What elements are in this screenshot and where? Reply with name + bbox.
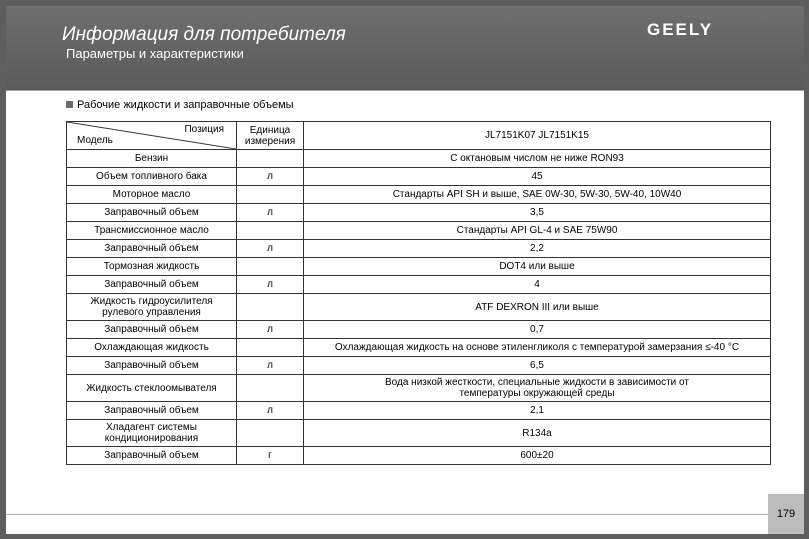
row-value-cell: 3,5: [304, 204, 771, 222]
row-item-cell: Охлаждающая жидкость: [67, 339, 237, 357]
page-number: 179: [768, 494, 804, 534]
table-row: [67, 447, 771, 465]
row-unit-cell: л: [237, 276, 304, 294]
row-item-cell: Заправочный объем: [67, 357, 237, 375]
header-divider: [6, 90, 804, 91]
row-unit-cell: л: [237, 204, 304, 222]
row-unit-cell: [237, 186, 304, 204]
row-unit-cell: [237, 258, 304, 276]
row-value-cell: 45: [304, 168, 771, 186]
header-unit-label: Единица измерения: [237, 122, 304, 150]
row-unit-cell: [237, 222, 304, 240]
row-value-cell: 6,5: [304, 357, 771, 375]
row-value-cell: Стандарты API SH и выше, SAE 0W-30, 5W-30, 5W-40, 10W40: [304, 186, 771, 204]
row-item-cell: Заправочный объем: [67, 402, 237, 420]
table-row: [67, 402, 771, 420]
header-diagonal-cell: [67, 122, 237, 150]
header-models-label: JL7151K07 JL7151K15: [304, 122, 771, 150]
row-unit-cell: л: [237, 240, 304, 258]
table-row: [67, 240, 771, 258]
row-item-cell: Заправочный объем: [67, 276, 237, 294]
section-title: Рабочие жидкости и заправочные объемы: [77, 99, 294, 111]
table-row: [67, 222, 771, 240]
row-item-cell: Жидкость гидроусилителя рулевого управления: [67, 294, 237, 321]
row-item-cell: Трансмиссионное масло: [67, 222, 237, 240]
row-value-cell: R134a: [304, 420, 771, 447]
row-value-cell: Стандарты API GL-4 и SAE 75W90: [304, 222, 771, 240]
row-unit-cell: л: [237, 357, 304, 375]
row-value-cell: 2,1: [304, 402, 771, 420]
row-value-cell: Вода низкой жесткости, специальные жидкости в зависимости от температуры окружающей среды: [304, 375, 771, 402]
row-item-cell: Заправочный объем: [67, 321, 237, 339]
table-header-row: [67, 122, 771, 150]
page-header: [6, 6, 804, 90]
brand-logo: GEELY: [647, 20, 714, 39]
table-row: [67, 294, 771, 321]
row-unit-cell: л: [237, 321, 304, 339]
square-bullet-icon: [66, 101, 73, 108]
row-unit-cell: л: [237, 402, 304, 420]
fluids-table: [66, 121, 771, 465]
table-row: [67, 375, 771, 402]
table-row: [67, 321, 771, 339]
row-unit-cell: [237, 294, 304, 321]
row-item-cell: Бензин: [67, 150, 237, 168]
header-model-label: Модель: [77, 135, 113, 146]
row-unit-cell: [237, 339, 304, 357]
table-row: [67, 357, 771, 375]
page-title: Информация для потребителя: [62, 24, 346, 45]
table-row: [67, 276, 771, 294]
row-value-cell: DOT4 или выше: [304, 258, 771, 276]
row-value-cell: С октановым числом не ниже RON93: [304, 150, 771, 168]
table-row: [67, 186, 771, 204]
row-item-cell: Хладагент системы кондиционирования: [67, 420, 237, 447]
row-unit-cell: [237, 150, 304, 168]
table-row: [67, 420, 771, 447]
row-value-cell: 2,2: [304, 240, 771, 258]
row-unit-cell: г: [237, 447, 304, 465]
row-unit-cell: л: [237, 168, 304, 186]
manual-page: [6, 6, 804, 534]
header-position-label: Позиция: [184, 124, 224, 135]
page-subtitle: Параметры и характеристики: [66, 46, 244, 61]
section-heading: [66, 99, 294, 111]
row-unit-cell: [237, 420, 304, 447]
table-row: [67, 204, 771, 222]
table-row: [67, 150, 771, 168]
row-value-cell: 0,7: [304, 321, 771, 339]
row-item-cell: Заправочный объем: [67, 204, 237, 222]
row-item-cell: Жидкость стеклоомывателя: [67, 375, 237, 402]
row-value-cell: ATF DEXRON III или выше: [304, 294, 771, 321]
table-row: [67, 258, 771, 276]
row-item-cell: Заправочный объем: [67, 240, 237, 258]
row-value-cell: 4: [304, 276, 771, 294]
row-value-cell: 600±20: [304, 447, 771, 465]
table-row: [67, 168, 771, 186]
row-item-cell: Объем топливного бака: [67, 168, 237, 186]
row-value-cell: Охлаждающая жидкость на основе этиленгликоля с температурой замерзания ≤-40 °С: [304, 339, 771, 357]
row-item-cell: Заправочный объем: [67, 447, 237, 465]
row-item-cell: Тормозная жидкость: [67, 258, 237, 276]
footer-divider: [6, 514, 768, 515]
table-row: [67, 339, 771, 357]
row-item-cell: Моторное масло: [67, 186, 237, 204]
row-unit-cell: [237, 375, 304, 402]
